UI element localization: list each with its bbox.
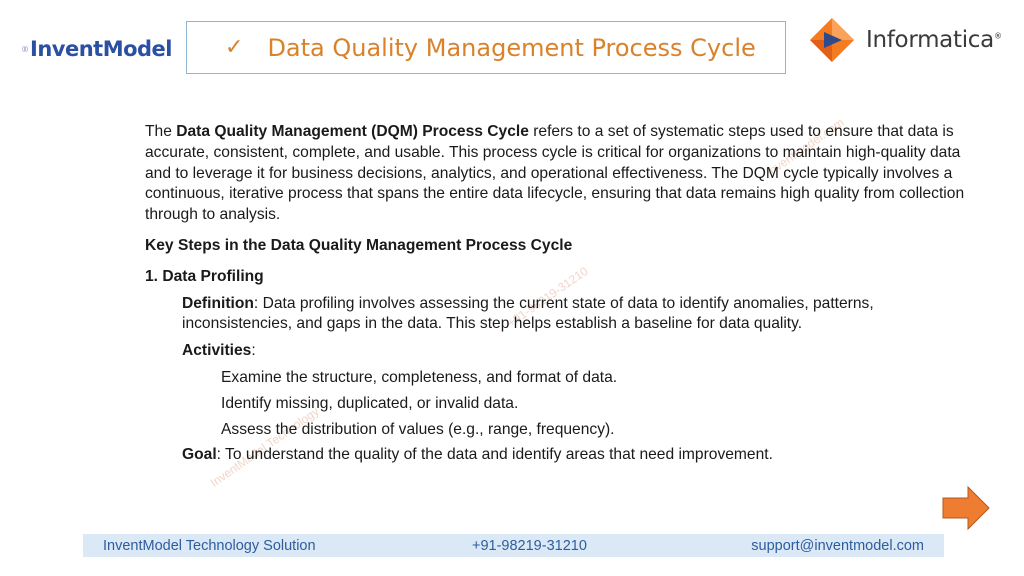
informatica-logo-text: Informatica® (866, 27, 1002, 53)
definition-label: Definition (182, 294, 254, 312)
inventmodel-logo-icon (22, 29, 28, 69)
step-title: 1. Data Profiling (145, 267, 264, 285)
footer-company: InventModel Technology Solution (103, 537, 316, 554)
intro-paragraph: The Data Quality Management (DQM) Process Cycle refers to a set of systematic steps used to ensure that data is accurate, consistent, complete, and usable. This process cycle is critical for organizations to maintain high-quality data and to leverage it for business decisions, analytics, and operational effectiveness. The DQM cycle typically involves a continuous, iterative process that spans the entire data lifecycle, ensuring that data remains high quality from collection through to analysis. (145, 123, 965, 224)
activity-item: Identify missing, duplicated, or invalid data. (221, 394, 519, 412)
intro-bold-term: Data Quality Management (DQM) Process Cycle (176, 123, 529, 140)
goal-paragraph: Goal: To understand the quality of the data and identify areas that need improvement. (182, 446, 773, 464)
watermark-site: inventmodel.com (764, 115, 847, 179)
activity-item: Assess the distribution of values (e.g., range, frequency). (221, 420, 615, 438)
informatica-logo-icon (808, 16, 856, 64)
footer-bar (83, 534, 944, 557)
inventmodel-logo-text: InventModel (30, 37, 172, 61)
activities-heading: Activities: (182, 342, 256, 360)
goal-label: Goal (182, 446, 217, 464)
arrow-right-icon[interactable] (942, 486, 990, 530)
informatica-logo (808, 16, 1008, 64)
activity-item: Examine the structure, completeness, and format of data. (221, 368, 618, 386)
footer-phone: +91-98219-31210 (472, 537, 587, 554)
footer-email: support@inventmodel.com (751, 537, 924, 554)
watermark-phone: +91-98219-31210 (504, 263, 591, 331)
check-icon: ✓ (225, 35, 244, 60)
section-heading: Key Steps in the Data Quality Management Process Cycle (145, 236, 573, 254)
title-box (186, 21, 786, 74)
inventmodel-logo (22, 26, 172, 72)
slide-content (145, 122, 965, 472)
page-title: Data Quality Management Process Cycle (267, 33, 756, 62)
watermark-company: InventModel Technology (207, 404, 322, 490)
definition-paragraph: Definition: Data profiling involves assessing the current state of data to identify anomalies, patterns, inconsistencies, and gaps in the data. This step helps establish a baseline for data quality. (182, 294, 874, 333)
activities-label: Activities (182, 342, 252, 360)
